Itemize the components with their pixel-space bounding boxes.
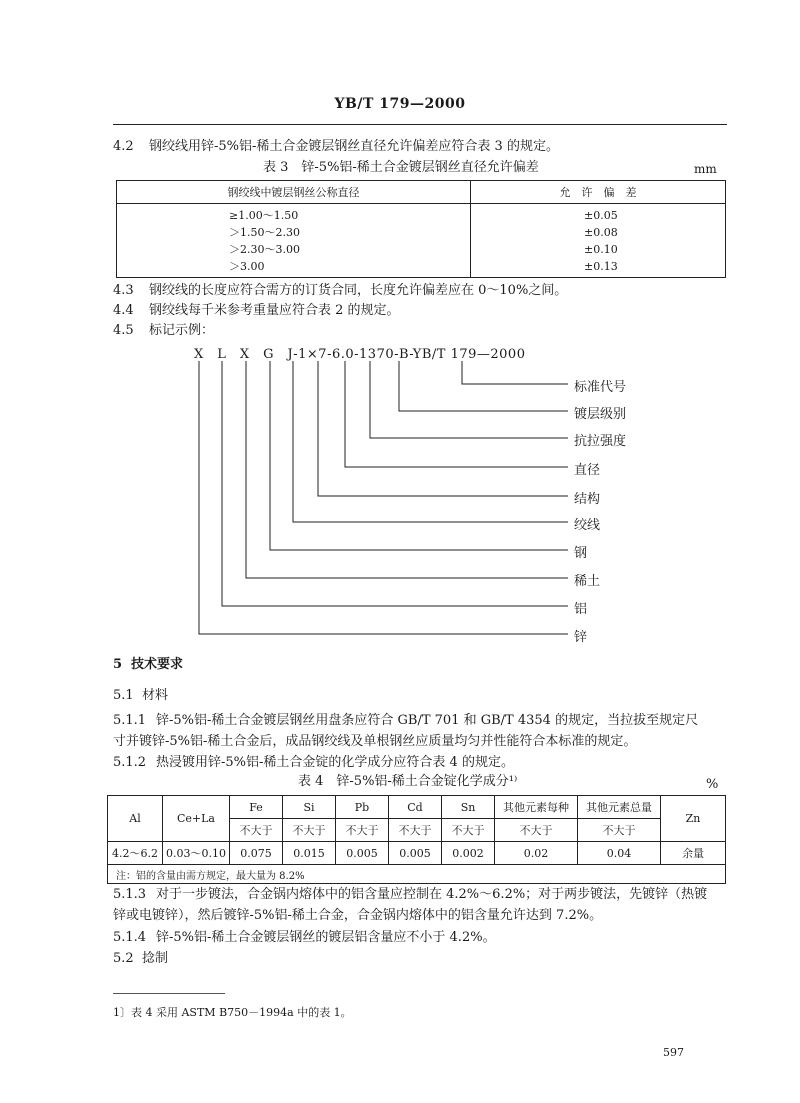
- clause-5-1-2-number: 5.1.2: [113, 755, 147, 770]
- table4-subheader: 不大于: [495, 819, 578, 842]
- clause-5-1-1-line1: 锌-5%铝-稀土合金镀层钢丝用盘条应符合 GB/T 701 和 GB/T 4354 的规定，当拉拔至规定尺: [156, 713, 699, 728]
- clause-4-4-number: 4.4: [113, 303, 134, 318]
- table3-diameter: ＞3.00: [229, 260, 265, 273]
- table4-header-cela: Ce+La: [163, 796, 230, 842]
- table4-subheader: 不大于: [442, 819, 495, 842]
- table4-header-fe: Fe: [230, 796, 283, 819]
- table4-value-al: 4.2～6.2: [108, 842, 163, 865]
- label-diameter: 直径: [574, 463, 601, 478]
- table4-subheader: 不大于: [283, 819, 336, 842]
- table4-header-pb: Pb: [336, 796, 389, 819]
- table4-value-other-total: 0.04: [578, 842, 661, 865]
- clause-5-1-1-number: 5.1.1: [113, 713, 147, 728]
- table4-value-si: 0.015: [283, 842, 336, 865]
- table3-tolerance: ±0.08: [584, 226, 618, 239]
- clause-5-1-4-text: 锌-5%铝-稀土合金镀层钢丝的镀层铝含量应不小于 4.2%。: [156, 930, 496, 945]
- table4-value-other-each: 0.02: [495, 842, 578, 865]
- clause-4-2-number: 4.2: [113, 139, 134, 154]
- label-zinc: 锌: [574, 630, 588, 645]
- section-5-number: 5: [113, 657, 123, 672]
- table3-caption: 表 3 锌-5%铝-稀土合金镀层钢丝直径允许偏差: [263, 160, 539, 175]
- table3-header-diameter: 钢绞线中镀层钢丝公称直径: [117, 181, 471, 204]
- page-number: 597: [663, 1046, 684, 1059]
- clause-5-1-3-line1: 对于一步镀法，合金锅内熔体中的铝含量应控制在 4.2%～6.2%；对于两步镀法，先镀锌（热镀: [156, 887, 708, 902]
- table4-header-sn: Sn: [442, 796, 495, 819]
- table3-unit: mm: [694, 162, 717, 176]
- label-steel: 钢: [574, 546, 588, 561]
- table3-diameter: ＞2.30～3.00: [229, 243, 300, 256]
- callout-line-rare-earth: [246, 361, 568, 578]
- table4-header-other-each: 其他元素每种: [495, 796, 578, 819]
- clause-4-5-text: 标记示例：: [149, 323, 215, 338]
- footnote: 1〕表 4 采用 ASTM B750－1994a 中的表 1。: [113, 1006, 352, 1019]
- callout-line-strength: [370, 361, 568, 438]
- callout-line-coating: [399, 361, 568, 411]
- table3-tolerance: ±0.05: [584, 209, 618, 222]
- table4-subheader: 不大于: [578, 819, 661, 842]
- table3-diameter: ＞1.50～2.30: [229, 226, 300, 239]
- table4-value-fe: 0.075: [230, 842, 283, 865]
- clause-4-2-text: 钢绞线用锌-5%铝-稀土合金镀层钢丝直径允许偏差应符合表 3 的规定。: [149, 139, 559, 154]
- table4-subheader: 不大于: [230, 819, 283, 842]
- label-rare-earth: 稀土: [574, 574, 601, 589]
- table3-header-tolerance: 允 许 偏 差: [471, 181, 726, 204]
- callout-line-strand: [293, 361, 568, 522]
- table4-caption: 表 4 锌-5%铝-稀土合金锭化学成分¹⁾: [298, 774, 518, 789]
- clause-5-2-number: 5.2: [113, 951, 134, 966]
- label-tensile-strength: 抗拉强度: [574, 434, 627, 449]
- table4-value-zn: 余量: [661, 842, 726, 865]
- clause-4-3-number: 4.3: [113, 283, 134, 298]
- table4-note: 注：铝的含量由需方规定，最大量为 8.2%: [108, 865, 726, 884]
- table4-value-cd: 0.005: [389, 842, 442, 865]
- label-standard-code: 标准代号: [574, 380, 627, 395]
- standard-header: YB/T 179—2000: [334, 96, 466, 112]
- clause-5-1-3-number: 5.1.3: [113, 887, 147, 902]
- table4-header-zn: Zn: [661, 796, 726, 842]
- table4-value-sn: 0.002: [442, 842, 495, 865]
- callout-line-standard: [462, 361, 568, 384]
- table3-tolerance: ±0.10: [584, 243, 618, 256]
- callout-line-structure: [318, 361, 568, 496]
- label-strand: 绞线: [574, 518, 601, 533]
- clause-4-5-number: 4.5: [113, 323, 134, 338]
- label-structure: 结构: [574, 492, 601, 507]
- label-aluminum: 铝: [574, 602, 588, 617]
- table4-header-cd: Cd: [389, 796, 442, 819]
- table3-diameter: ≥1.00～1.50: [229, 209, 299, 222]
- table4-value-cela: 0.03～0.10: [163, 842, 230, 865]
- clause-5-1-title: 材料: [142, 688, 169, 703]
- clause-5-1-2-text: 热浸镀用锌-5%铝-稀土合金锭的化学成分应符合表 4 的规定。: [156, 755, 514, 770]
- callout-line-diameter: [345, 361, 568, 467]
- marking-code: X L X G J-1×7-6.0-1370-B-YB/T 179—2000: [194, 347, 526, 362]
- clause-4-4-text: 钢绞线每千米参考重量应符合表 2 的规定。: [149, 303, 400, 318]
- clause-5-1-number: 5.1: [113, 688, 134, 703]
- footnote-rule: [113, 993, 225, 994]
- label-coating-grade: 镀层级别: [574, 407, 627, 422]
- table3-tolerance: ±0.13: [584, 260, 618, 273]
- table-4: [107, 795, 726, 884]
- clause-5-1-1-line2: 寸并镀锌-5%铝-稀土合金后，成品钢绞线及单根钢丝应质量均匀并性能符合本标准的规定。: [113, 734, 637, 749]
- clause-5-1-3-line2: 锌或电镀锌），然后镀锌-5%铝-稀土合金，合金锅内熔体中的铝含量允许达到 7.2%。: [113, 908, 603, 923]
- table4-subheader: 不大于: [336, 819, 389, 842]
- section-5-title: 技术要求: [131, 657, 184, 672]
- table4-header-al: Al: [108, 796, 163, 842]
- callout-line-zinc: [199, 361, 568, 634]
- table4-value-pb: 0.005: [336, 842, 389, 865]
- clause-5-1-4-number: 5.1.4: [113, 930, 147, 945]
- clause-4-3-text: 钢绞线的长度应符合需方的订货合同，长度允许偏差应在 0～10%之间。: [149, 283, 568, 298]
- table4-unit: %: [706, 777, 719, 792]
- clause-5-2-title: 捻制: [142, 951, 169, 966]
- callout-line-aluminum: [222, 361, 568, 606]
- table4-header-other-total: 其他元素总量: [578, 796, 661, 819]
- table4-header-si: Si: [283, 796, 336, 819]
- table4-subheader: 不大于: [389, 819, 442, 842]
